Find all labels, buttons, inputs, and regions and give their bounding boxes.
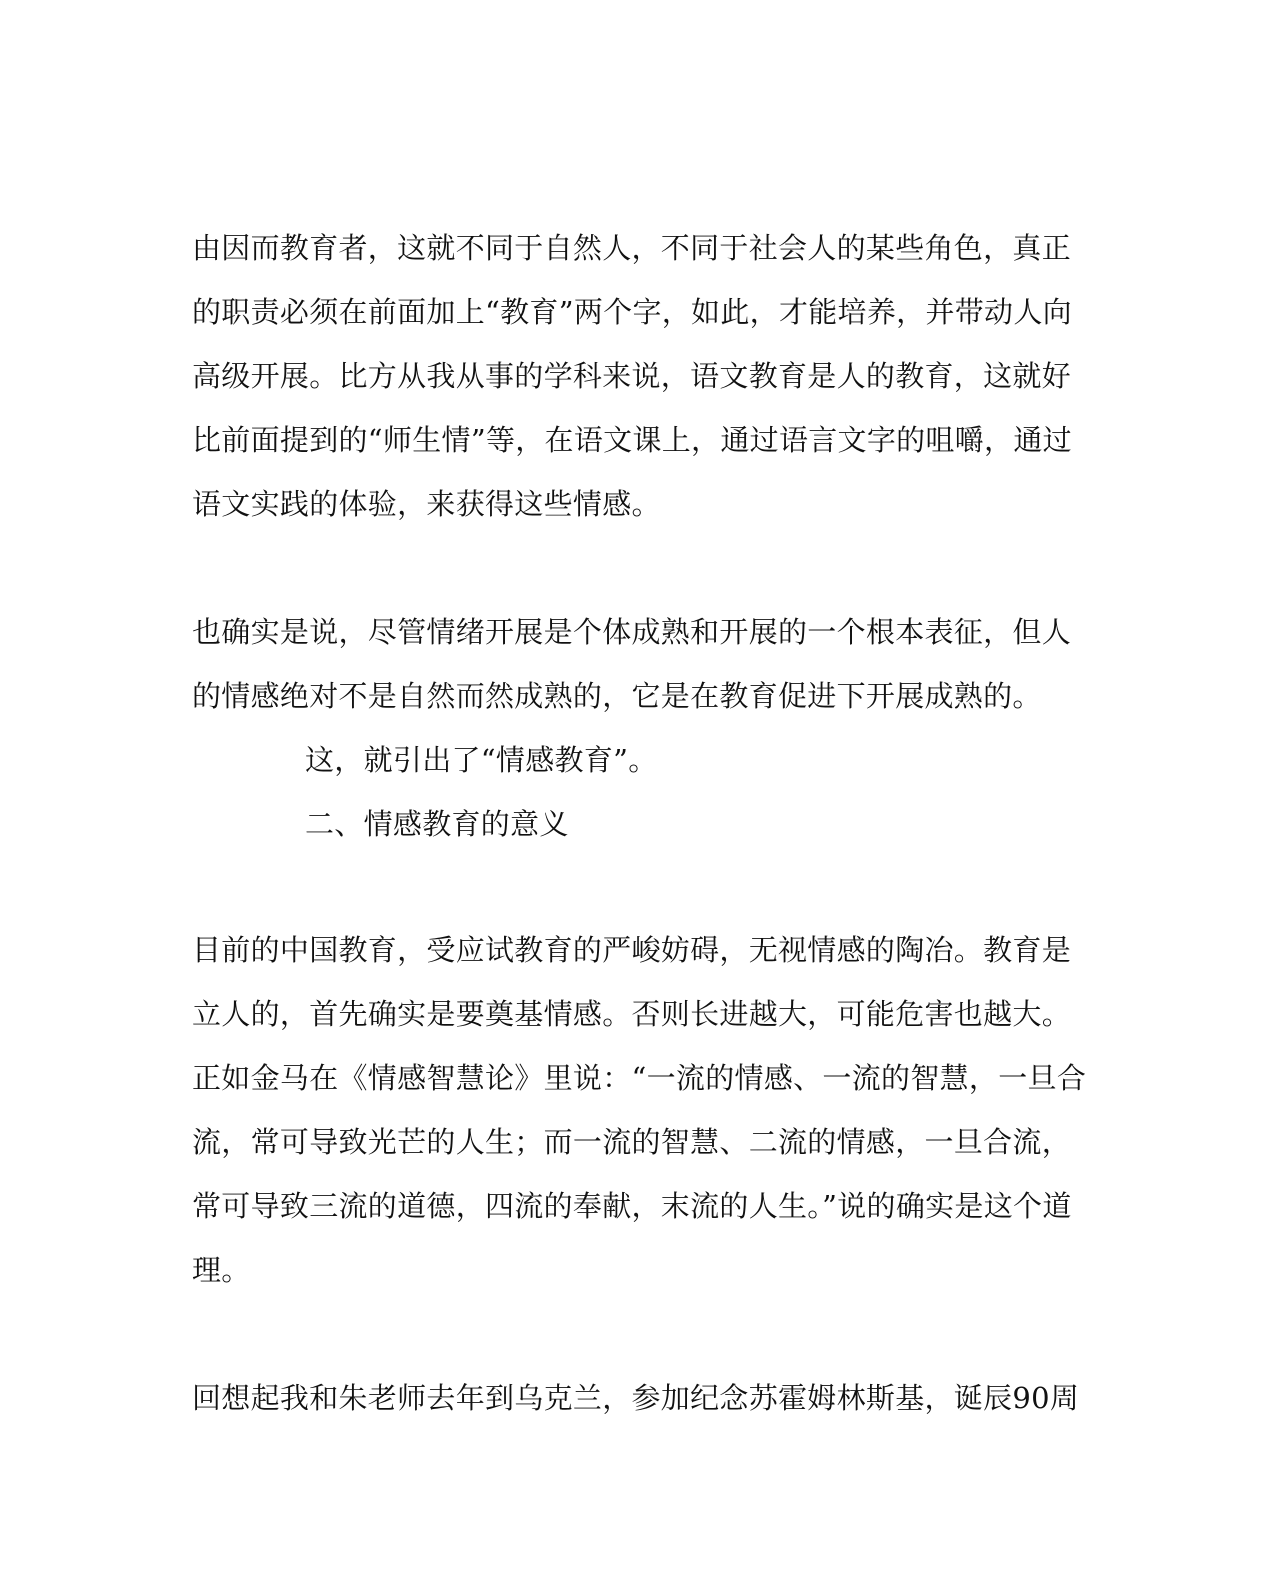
paragraph-line: 理。: [192, 1253, 251, 1287]
paragraph-line: 正如金马在《情感智慧论》里说：“一流的情感、一流的智慧，一旦合: [192, 1061, 1087, 1095]
paragraph-line: 常可导致三流的道德，四流的奉献，末流的人生。”说的确实是这个道: [192, 1189, 1072, 1223]
paragraph-line: 回想起我和朱老师去年到乌克兰，参加纪念苏霍姆林斯基，诞辰90周: [192, 1381, 1080, 1415]
paragraph-line: 也确实是说，尽管情绪开展是个体成熟和开展的一个根本表征，但人: [192, 615, 1072, 649]
paragraph-line: 的情感绝对不是自然而然成熟的，它是在教育促进下开展成熟的。: [192, 679, 1042, 713]
section-heading: 二、情感教育的意义: [305, 807, 569, 841]
paragraph-line: 立人的，首先确实是要奠基情感。否则长进越大，可能危害也越大。: [192, 997, 1072, 1031]
paragraph-line: 语文实践的体验，来获得这些情感。: [192, 487, 661, 521]
paragraph-line: 目前的中国教育，受应试教育的严峻妨碍，无视情感的陶冶。教育是: [192, 933, 1072, 967]
paragraph-line: 由因而教育者，这就不同于自然人，不同于社会人的某些角色，真正: [192, 231, 1072, 265]
paragraph-line: 比前面提到的“师生情”等，在语文课上，通过语言文字的咀嚼，通过: [192, 423, 1072, 457]
paragraph-line: 这，就引出了“情感教育”。: [305, 743, 658, 777]
paragraph-line: 流，常可导致光芒的人生；而一流的智慧、二流的情感，一旦合流，: [192, 1125, 1072, 1159]
paragraph-line: 高级开展。比方从我从事的学科来说，语文教育是人的教育，这就好: [192, 359, 1072, 393]
paragraph-line: 的职责必须在前面加上“教育”两个字，如此，才能培养，并带动人向: [192, 295, 1072, 329]
